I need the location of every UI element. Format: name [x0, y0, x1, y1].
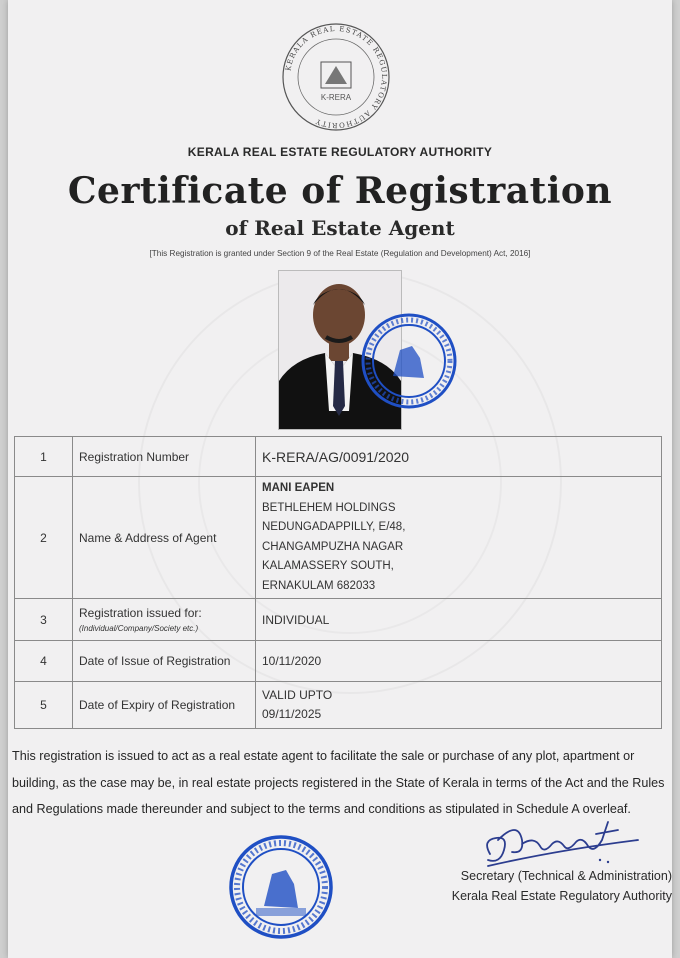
- authority-name: KERALA REAL ESTATE REGULATORY AUTHORITY: [187, 145, 493, 159]
- row-number: 5: [15, 682, 73, 729]
- signatory-title: Secretary (Technical & Administration): [460, 869, 672, 883]
- table-row: [15, 641, 662, 682]
- registration-details-table: [14, 436, 662, 729]
- legal-note: [This Registration is granted under Section 9 of the Real Estate (Regulation and Development) Act, 2016]: [149, 249, 531, 258]
- issued-for-label-text: Registration issued for:: [79, 605, 202, 620]
- table-row: [15, 477, 662, 599]
- table-row: [15, 437, 662, 477]
- expiry-valid-upto: VALID UPTO: [262, 688, 333, 702]
- expiry-date-label: Date of Expiry of Registration: [73, 682, 256, 729]
- issue-date-label: Date of Issue of Registration: [73, 641, 256, 682]
- row-number: 2: [15, 477, 73, 599]
- signatory-organization: Kerala Real Estate Regulatory Authority: [451, 889, 672, 903]
- agent-name-address-value: [256, 477, 662, 599]
- row-number: 4: [15, 641, 73, 682]
- row-number: 3: [15, 599, 73, 641]
- registration-number-label: Registration Number: [73, 437, 256, 477]
- seal-center-text: K-RERA: [320, 93, 352, 102]
- certificate-subtitle: of Real Estate Agent: [225, 216, 455, 240]
- agent-name: MANI EAPEN: [262, 482, 335, 494]
- address-line: ERNAKULAM 682033: [262, 579, 376, 592]
- table-row: [15, 682, 662, 729]
- expiry-date-value: [256, 682, 662, 729]
- certificate-title: Certificate of Registration: [67, 170, 613, 212]
- agent-name-address-label: Name & Address of Agent: [73, 477, 256, 599]
- address-line: BETHLEHEM HOLDINGS: [262, 501, 396, 514]
- issued-for-value: INDIVIDUAL: [256, 599, 662, 641]
- table-row: [15, 599, 662, 641]
- address-line: KALAMASSERY SOUTH,: [262, 560, 394, 572]
- authority-seal-icon: [277, 22, 395, 132]
- issued-for-label: [73, 599, 256, 641]
- official-stamp-bottom-icon: [228, 834, 334, 940]
- signature-icon: [478, 810, 648, 874]
- signatory-block: [436, 866, 672, 906]
- official-stamp-icon: [360, 312, 458, 410]
- address-line: CHANGAMPUZHA NAGAR: [262, 540, 404, 553]
- registration-number-value: K-RERA/AG/0091/2020: [256, 437, 662, 477]
- registration-statement: This registration is issued to act as a real estate agent to facilitate the sale or purchase of any plot, apartment or building, as the case may be, in real estate projects registered in the State of Kerala in terms of the Act and the Rules and Regulations made thereunder and subject to the terms and conditions as stipulated in Schedule A overleaf.: [12, 749, 665, 816]
- row-number: 1: [15, 437, 73, 477]
- address-line: NEDUNGADAPPILLY, E/48,: [262, 521, 406, 533]
- seal-ring-text: KERALA REAL ESTATE REGULATORY AUTHORITY: [284, 24, 389, 130]
- expiry-date: 09/11/2025: [262, 707, 322, 721]
- issued-for-note: (Individual/Company/Society etc.): [79, 623, 199, 633]
- issue-date-value: 10/11/2020: [256, 641, 662, 682]
